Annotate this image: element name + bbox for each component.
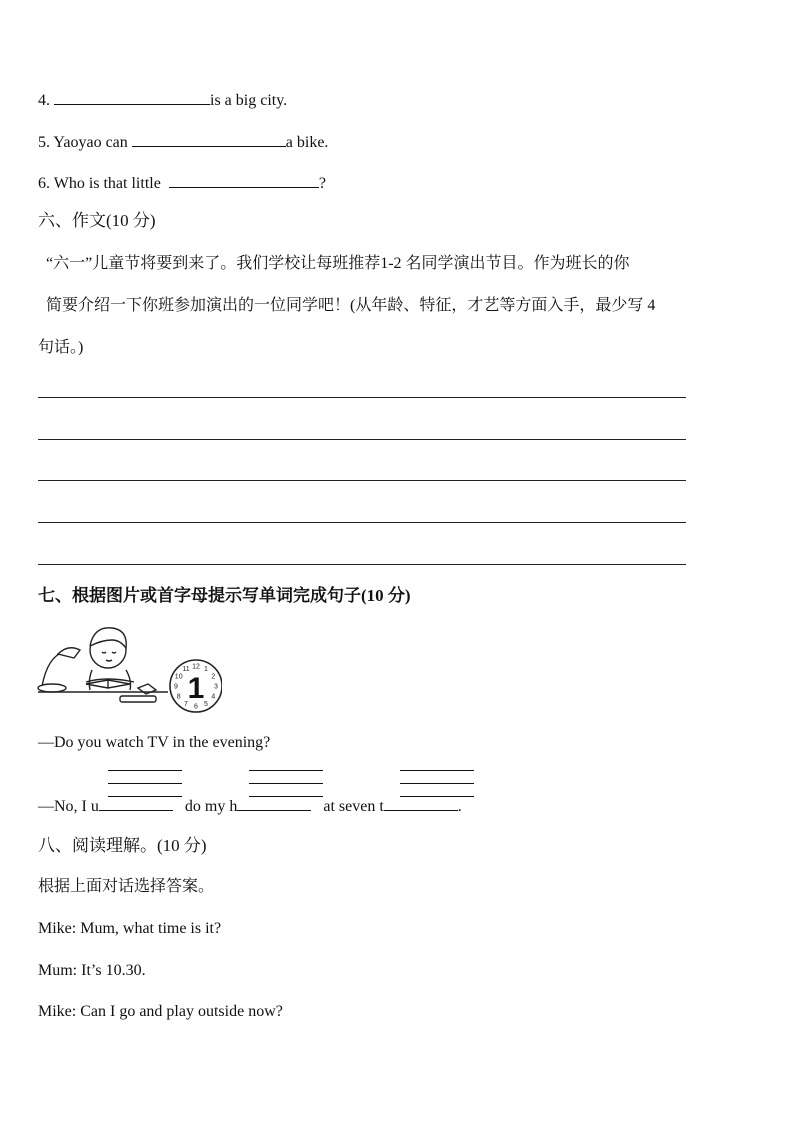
lamp-shade-icon bbox=[58, 648, 80, 658]
section-6-prompt-line-1: “六一”儿童节将要到来了。我们学校让每班推荐1-2 名同学演出节目。作为班长的你 bbox=[46, 255, 630, 272]
question-5-blank[interactable] bbox=[132, 130, 286, 147]
clock-number: 9 bbox=[174, 683, 178, 691]
section-8-title: 八、阅读理解。(10 分) bbox=[38, 836, 207, 855]
question-4 bbox=[38, 88, 287, 111]
question-4-blank[interactable] bbox=[54, 88, 210, 105]
answer-mid-1: do my h bbox=[184, 798, 238, 815]
clock-number: 11 bbox=[182, 666, 190, 674]
answer-mid-2: at seven t bbox=[323, 798, 384, 815]
dialogue-line-2: Mum: It’s 10.30. bbox=[38, 962, 146, 979]
writing-line-3[interactable] bbox=[38, 480, 686, 481]
blank-t[interactable] bbox=[384, 794, 458, 811]
answer-end: . bbox=[457, 798, 462, 815]
blank-h-line-2[interactable] bbox=[249, 783, 323, 784]
blank-h-line-1[interactable] bbox=[249, 770, 323, 771]
writing-line-5[interactable] bbox=[38, 564, 686, 565]
section-6-prompt-line-3: 句话。) bbox=[38, 339, 84, 356]
boy-studying-illustration bbox=[36, 624, 222, 716]
answer-start: —No, I u bbox=[38, 798, 99, 815]
section-6-title: 六、作文(10 分) bbox=[38, 211, 156, 230]
blank-u[interactable] bbox=[99, 794, 173, 811]
blank-u-line-2[interactable] bbox=[108, 783, 182, 784]
dialogue-line-1: Mike: Mum, what time is it? bbox=[38, 920, 222, 937]
question-5-tail: a bike. bbox=[285, 134, 329, 151]
clock-number: 5 bbox=[204, 700, 208, 708]
blank-h[interactable] bbox=[237, 794, 311, 811]
question-6 bbox=[38, 171, 326, 194]
writing-line-4[interactable] bbox=[38, 522, 686, 523]
section-7-answer bbox=[38, 794, 462, 817]
clock-number: 1 bbox=[204, 666, 208, 674]
dialogue-line-3: Mike: Can I go and play outside now? bbox=[38, 1003, 283, 1020]
question-5-text: 5. Yaoyao can bbox=[38, 134, 128, 151]
section-6-prompt bbox=[38, 243, 758, 369]
question-6-tail: ? bbox=[318, 175, 326, 192]
clock-number: 6 bbox=[194, 703, 198, 711]
pencil-box-icon bbox=[120, 696, 156, 702]
writing-line-1[interactable] bbox=[38, 397, 686, 398]
blank-t-line-2[interactable] bbox=[400, 783, 474, 784]
blank-t-line-1[interactable] bbox=[400, 770, 474, 771]
section-6-prompt-line-2: 简要介绍一下你班参加演出的一位同学吧！(从年龄、特征，才艺等方面入手，最少写 4 bbox=[46, 297, 656, 314]
section-7-question: —Do you watch TV in the evening? bbox=[38, 734, 271, 751]
blank-u-line-1[interactable] bbox=[108, 770, 182, 771]
clock-number: 3 bbox=[214, 683, 218, 691]
writing-line-2[interactable] bbox=[38, 439, 686, 440]
clock-icon bbox=[170, 660, 222, 712]
lamp-base-icon bbox=[38, 684, 66, 692]
question-5 bbox=[38, 130, 328, 153]
clock-number: 8 bbox=[176, 693, 181, 701]
clock-number: 7 bbox=[184, 700, 188, 708]
clock-number: 2 bbox=[211, 673, 216, 681]
question-6-text: 6. Who is that little bbox=[38, 175, 161, 192]
question-4-text: is a big city. bbox=[210, 92, 288, 109]
clock-number: 12 bbox=[192, 663, 200, 671]
clock-number: 10 bbox=[174, 673, 183, 681]
clock-big-digit: 1 bbox=[187, 672, 205, 705]
lamp-arm-icon bbox=[42, 652, 64, 686]
clock-number: 4 bbox=[211, 693, 216, 701]
question-4-number: 4. bbox=[38, 92, 50, 109]
section-7-title: 七、根据图片或首字母提示写单词完成句子(10 分) bbox=[38, 586, 411, 605]
section-8-instruction: 根据上面对话选择答案。 bbox=[38, 878, 215, 895]
question-6-blank[interactable] bbox=[169, 171, 319, 188]
